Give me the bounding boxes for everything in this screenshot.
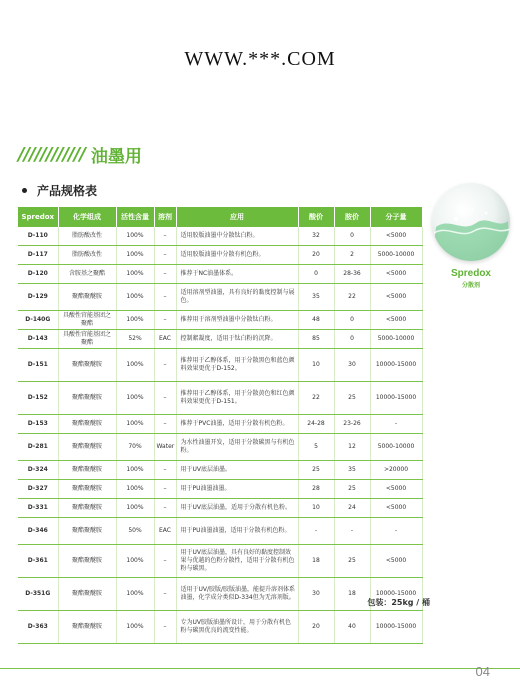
section-slashes: //////////// bbox=[18, 144, 85, 165]
cell-application: 推荐于NC油墨体系。 bbox=[176, 265, 298, 284]
cell-application: 适用胶版油墨中分散钛白粉。 bbox=[176, 227, 298, 246]
subheading-text: 产品规格表 bbox=[37, 184, 98, 198]
cell-active-content: 52% bbox=[116, 330, 154, 349]
cell-acid-value: 24-28 bbox=[298, 415, 334, 434]
cell-acid-value: - bbox=[298, 518, 334, 545]
cell-amine-value: 40 bbox=[334, 611, 370, 644]
cell-acid-value: 5 bbox=[298, 434, 334, 461]
header-amine-value: 胺价 bbox=[334, 207, 370, 227]
cell-product: D-327 bbox=[18, 480, 58, 499]
cell-active-content: 100% bbox=[116, 415, 154, 434]
cell-application: 为水性油墨开发，适用于分散碳黑与有机色粉。 bbox=[176, 434, 298, 461]
cell-amine-value: 25 bbox=[334, 545, 370, 578]
header-composition: 化学组成 bbox=[58, 207, 116, 227]
cell-product: D-151 bbox=[18, 349, 58, 382]
cell-product: D-143 bbox=[18, 330, 58, 349]
water-drop-icon bbox=[432, 183, 510, 261]
cell-amine-value: 0 bbox=[334, 330, 370, 349]
cell-solvent: – bbox=[154, 480, 176, 499]
subheading bbox=[22, 182, 97, 199]
cell-active-content: 100% bbox=[116, 545, 154, 578]
cell-acid-value: 48 bbox=[298, 311, 334, 330]
cell-amine-value: 25 bbox=[334, 382, 370, 415]
cell-active-content: 100% bbox=[116, 246, 154, 265]
cell-solvent: – bbox=[154, 246, 176, 265]
table-row bbox=[18, 611, 422, 644]
cell-composition: 聚酯聚醚胺 bbox=[58, 415, 116, 434]
cell-acid-value: 30 bbox=[298, 578, 334, 611]
table-row bbox=[18, 382, 422, 415]
cell-molecular-weight: 5000-10000 bbox=[370, 330, 422, 349]
header-solvent: 溶剂 bbox=[154, 207, 176, 227]
packaging-note: 包装：25kg / 桶 bbox=[367, 598, 430, 607]
cell-solvent: Water bbox=[154, 434, 176, 461]
cell-molecular-weight: - bbox=[370, 518, 422, 545]
brand-name: Spredox bbox=[450, 268, 491, 279]
cell-product: D-331 bbox=[18, 499, 58, 518]
brand-label bbox=[435, 268, 507, 289]
cell-composition: 聚酯聚醚胺 bbox=[58, 284, 116, 311]
cell-active-content: 100% bbox=[116, 311, 154, 330]
cell-molecular-weight: <5000 bbox=[370, 311, 422, 330]
cell-solvent: – bbox=[154, 578, 176, 611]
cell-molecular-weight: 10000-15000 bbox=[370, 578, 422, 611]
table-row bbox=[18, 434, 422, 461]
cell-composition: 脂肪酸改性 bbox=[58, 246, 116, 265]
cell-product: D-324 bbox=[18, 461, 58, 480]
cell-application: 适用于UV/胶版/胶版油墨，能提升溶剂体系油墨，化学成分类似D-334但为无溶剂版。 bbox=[176, 578, 298, 611]
cell-composition: 具酸性官能基团之聚酯 bbox=[58, 311, 116, 330]
cell-molecular-weight: 5000-10000 bbox=[370, 246, 422, 265]
cell-product: D-120 bbox=[18, 265, 58, 284]
cell-application: 用于UV底层油墨。 bbox=[176, 461, 298, 480]
cell-solvent: – bbox=[154, 461, 176, 480]
cell-amine-value: 18 bbox=[334, 578, 370, 611]
cell-molecular-weight: <5000 bbox=[370, 545, 422, 578]
cell-acid-value: 0 bbox=[298, 265, 334, 284]
cell-amine-value: - bbox=[334, 518, 370, 545]
cell-active-content: 50% bbox=[116, 518, 154, 545]
table-row bbox=[18, 349, 422, 382]
cell-acid-value: 10 bbox=[298, 499, 334, 518]
footer-divider bbox=[0, 668, 520, 669]
cell-composition: 聚酯聚醚胺 bbox=[58, 461, 116, 480]
cell-application: 控制絮凝度，适用于钛白粉的沉降。 bbox=[176, 330, 298, 349]
cell-product: D-153 bbox=[18, 415, 58, 434]
cell-acid-value: 20 bbox=[298, 246, 334, 265]
cell-solvent: – bbox=[154, 227, 176, 246]
cell-acid-value: 22 bbox=[298, 382, 334, 415]
cell-solvent: – bbox=[154, 382, 176, 415]
cell-product: D-129 bbox=[18, 284, 58, 311]
cell-product: D-351G bbox=[18, 578, 58, 611]
table-row bbox=[18, 330, 422, 349]
table-row bbox=[18, 246, 422, 265]
cell-product: D-140G bbox=[18, 311, 58, 330]
section-title-text: 油墨用 bbox=[90, 147, 142, 167]
cell-amine-value: 2 bbox=[334, 246, 370, 265]
cell-solvent: – bbox=[154, 611, 176, 644]
table-row bbox=[18, 461, 422, 480]
cell-product: D-346 bbox=[18, 518, 58, 545]
cell-molecular-weight: - bbox=[370, 415, 422, 434]
cell-acid-value: 32 bbox=[298, 227, 334, 246]
cell-solvent: – bbox=[154, 265, 176, 284]
cell-product: D-281 bbox=[18, 434, 58, 461]
cell-molecular-weight: 5000-10000 bbox=[370, 434, 422, 461]
table-row bbox=[18, 265, 422, 284]
cell-active-content: 100% bbox=[116, 265, 154, 284]
cell-amine-value: 35 bbox=[334, 461, 370, 480]
table-body bbox=[18, 227, 422, 644]
spec-table bbox=[18, 207, 423, 644]
cell-active-content: 100% bbox=[116, 611, 154, 644]
table-row bbox=[18, 311, 422, 330]
cell-acid-value: 85 bbox=[298, 330, 334, 349]
cell-product: D-361 bbox=[18, 545, 58, 578]
table-row bbox=[18, 578, 422, 611]
cell-molecular-weight: >20000 bbox=[370, 461, 422, 480]
table-row bbox=[18, 480, 422, 499]
watermark-text: WWW.***.COM bbox=[184, 48, 336, 70]
header-acid-value: 酸价 bbox=[298, 207, 334, 227]
cell-application: 专为UV胶版油墨所设计，用于分散有机色粉与碳黑优良的流变性能。 bbox=[176, 611, 298, 644]
cell-solvent: EAC bbox=[154, 518, 176, 545]
cell-active-content: 70% bbox=[116, 434, 154, 461]
cell-solvent: – bbox=[154, 499, 176, 518]
cell-composition: 聚酯聚醚胺 bbox=[58, 611, 116, 644]
cell-molecular-weight: <5000 bbox=[370, 227, 422, 246]
cell-product: D-363 bbox=[18, 611, 58, 644]
section-title bbox=[18, 142, 142, 167]
bullet-icon bbox=[22, 188, 27, 193]
cell-amine-value: 0 bbox=[334, 311, 370, 330]
cell-molecular-weight: 10000-15000 bbox=[370, 349, 422, 382]
cell-composition: 聚酯聚醚胺 bbox=[58, 578, 116, 611]
cell-application: 推荐用于溶剂型油墨中分散钛白粉。 bbox=[176, 311, 298, 330]
cell-application: 适用溶剂型油墨，具有良好的黏度控制与展色。 bbox=[176, 284, 298, 311]
cell-active-content: 100% bbox=[116, 499, 154, 518]
cell-acid-value: 35 bbox=[298, 284, 334, 311]
cell-composition: 聚酯聚醚胺 bbox=[58, 349, 116, 382]
cell-acid-value: 18 bbox=[298, 545, 334, 578]
cell-application: 用于UV底层油墨，具有良好的黏度控制效果与优越的色粉分散性，适用于分散有机色粉与碳黑。 bbox=[176, 545, 298, 578]
cell-amine-value: 23-26 bbox=[334, 415, 370, 434]
cell-composition: 聚酯聚醚胺 bbox=[58, 518, 116, 545]
cell-application: 推荐用于乙醇体系，用于分散黄色和红色颜料效果更优于D-151。 bbox=[176, 382, 298, 415]
cell-amine-value: 24 bbox=[334, 499, 370, 518]
brand-subtitle: 分散剂 bbox=[461, 282, 480, 289]
table-row bbox=[18, 415, 422, 434]
cell-product: D-110 bbox=[18, 227, 58, 246]
cell-amine-value: 30 bbox=[334, 349, 370, 382]
cell-amine-value: 28-36 bbox=[334, 265, 370, 284]
cell-acid-value: 10 bbox=[298, 349, 334, 382]
table-row bbox=[18, 284, 422, 311]
cell-molecular-weight: 10000-15000 bbox=[370, 611, 422, 644]
header-molecular-weight: 分子量 bbox=[370, 207, 422, 227]
cell-molecular-weight: <5000 bbox=[370, 284, 422, 311]
table-row bbox=[18, 227, 422, 246]
cell-composition: 含胺基之聚酯 bbox=[58, 265, 116, 284]
cell-application: 用于PU油墨油墨。 bbox=[176, 480, 298, 499]
cell-solvent: – bbox=[154, 545, 176, 578]
cell-active-content: 100% bbox=[116, 284, 154, 311]
cell-application: 用于PU油墨油墨，适用于分散有机色粉。 bbox=[176, 518, 298, 545]
cell-composition: 聚酯聚醚胺 bbox=[58, 499, 116, 518]
header-application: 应用 bbox=[176, 207, 298, 227]
cell-solvent: EAC bbox=[154, 330, 176, 349]
cell-molecular-weight: <5000 bbox=[370, 499, 422, 518]
cell-application: 推荐用于乙醇体系，用于分散黑色和蓝色颜料效果更优于D-152。 bbox=[176, 349, 298, 382]
table-header-row bbox=[18, 207, 422, 227]
cell-composition: 具酸性官能基团之聚酯 bbox=[58, 330, 116, 349]
cell-application: 推荐于PVC油墨，适用于分散有机色粉。 bbox=[176, 415, 298, 434]
cell-acid-value: 20 bbox=[298, 611, 334, 644]
cell-molecular-weight: <5000 bbox=[370, 480, 422, 499]
cell-composition: 脂肪酸改性 bbox=[58, 227, 116, 246]
cell-active-content: 100% bbox=[116, 227, 154, 246]
cell-composition: 聚酯聚醚胺 bbox=[58, 480, 116, 499]
cell-amine-value: 22 bbox=[334, 284, 370, 311]
cell-active-content: 100% bbox=[116, 349, 154, 382]
cell-active-content: 100% bbox=[116, 461, 154, 480]
table-row bbox=[18, 518, 422, 545]
cell-active-content: 100% bbox=[116, 480, 154, 499]
cell-composition: 聚酯聚醚胺 bbox=[58, 434, 116, 461]
cell-acid-value: 28 bbox=[298, 480, 334, 499]
cell-solvent: – bbox=[154, 349, 176, 382]
header-active-content: 活性含量 bbox=[116, 207, 154, 227]
cell-application: 用于UV底层油墨，适用于分散有机色粉。 bbox=[176, 499, 298, 518]
cell-composition: 聚酯聚醚胺 bbox=[58, 545, 116, 578]
cell-amine-value: 12 bbox=[334, 434, 370, 461]
page-number: 04 bbox=[475, 664, 490, 679]
cell-product: D-117 bbox=[18, 246, 58, 265]
cell-active-content: 100% bbox=[116, 578, 154, 611]
cell-solvent: – bbox=[154, 415, 176, 434]
cell-composition: 聚酯聚醚胺 bbox=[58, 382, 116, 415]
cell-product: D-152 bbox=[18, 382, 58, 415]
cell-acid-value: 25 bbox=[298, 461, 334, 480]
cell-solvent: – bbox=[154, 311, 176, 330]
header-product: Spredox bbox=[18, 207, 58, 227]
cell-molecular-weight: 10000-15000 bbox=[370, 382, 422, 415]
table-row bbox=[18, 545, 422, 578]
cell-amine-value: 0 bbox=[334, 227, 370, 246]
cell-amine-value: 25 bbox=[334, 480, 370, 499]
cell-solvent: – bbox=[154, 284, 176, 311]
cell-active-content: 100% bbox=[116, 382, 154, 415]
cell-molecular-weight: <5000 bbox=[370, 265, 422, 284]
table-row bbox=[18, 499, 422, 518]
cell-application: 适用胶版油墨中分散有机色粉。 bbox=[176, 246, 298, 265]
